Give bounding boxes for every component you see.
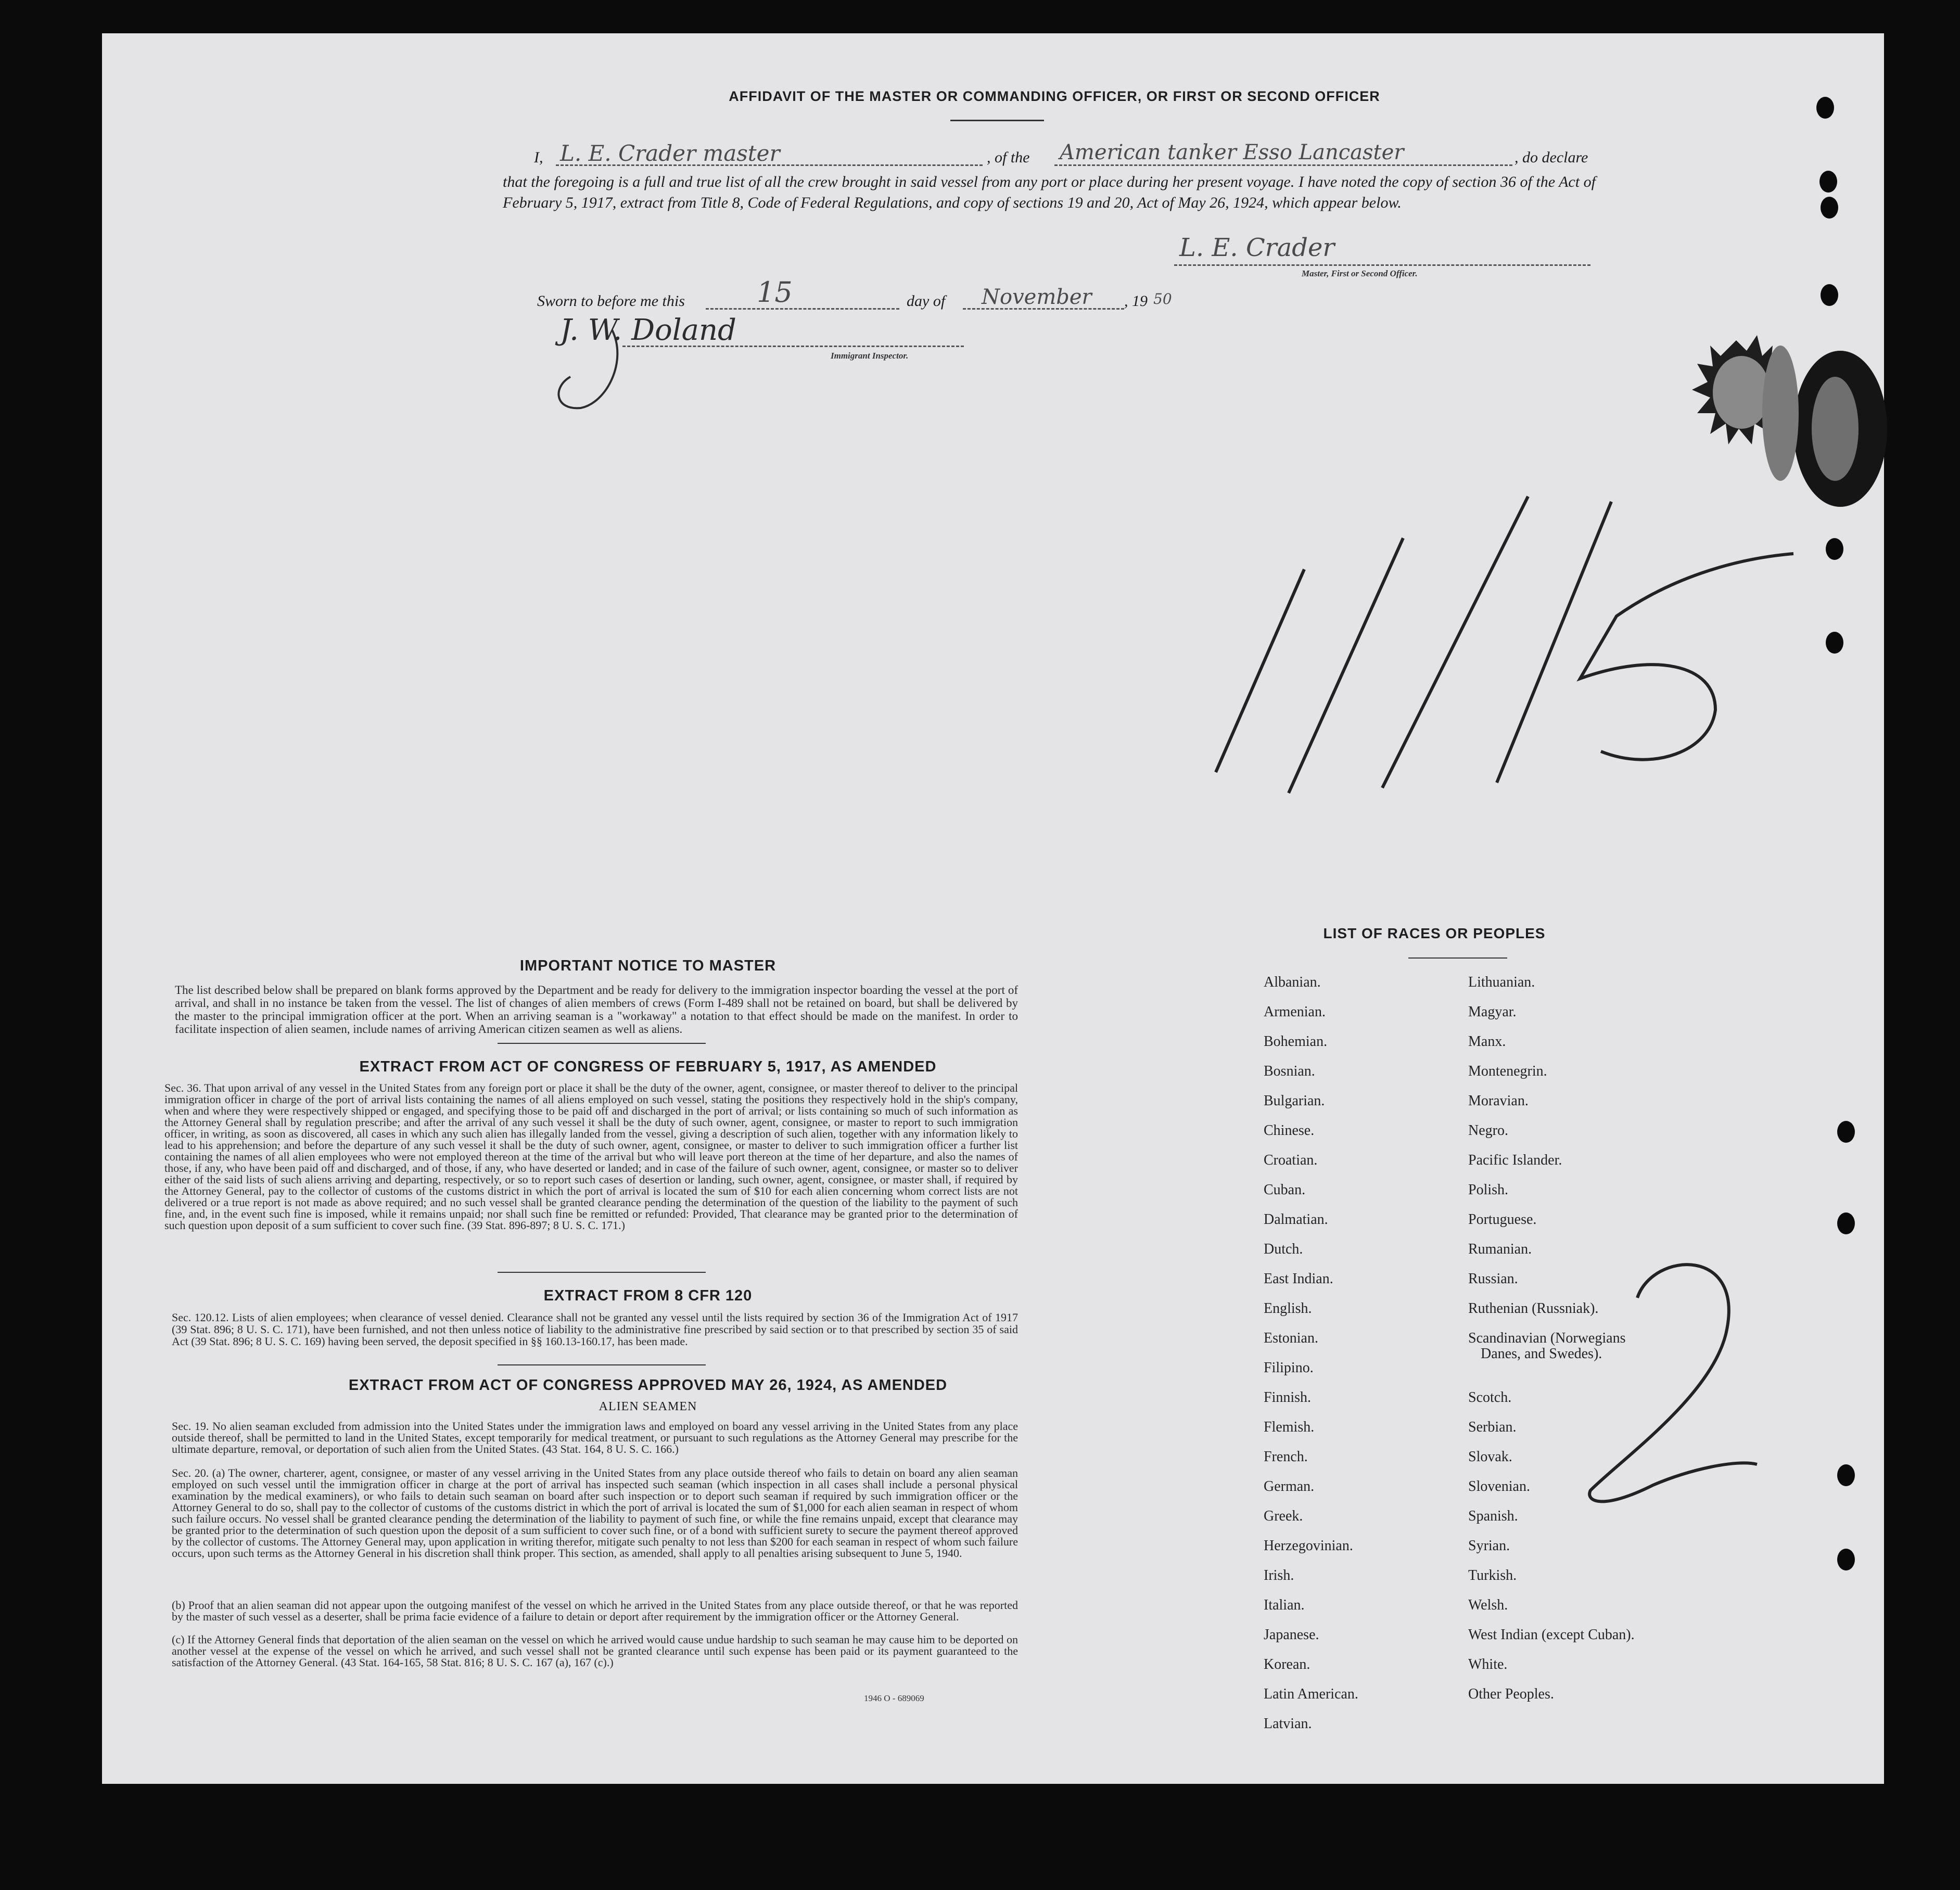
races-title: LIST OF RACES OR PEOPLES (1323, 925, 1546, 941)
extract-1924-paragraph-20a: Sec. 20. (a) The owner, charterer, agent, consignee, or master of any vessel arriving in the United States from any place outside thereof who fails to detain on board any alien seaman employed on such vessel until the immigration officer in charge at the port of arrival has inspected such seaman (which inspection in all cases shall include a personal physical examination by the medical examiners), or who fails to detain such seaman on board after such inspection or to deport such seaman if required by such immigration officer or the Attorney General to do so, shall pay to the collector of customs of the customs district in which the port of arrival is located the sum of $1,000 for each alien seaman in respect of whom such failure occurs. No vessel shall be granted clearance pending the determination of the liability to payment of such fine, or while the fine remains unpaid, except that clearance may be granted prior to the determination of such question upon the deposit of a sum sufficient to cover such fine, or of a bond with sufficient surety to secure the payment thereof approved by the collector of customs. The Attorney General may, upon application in writing therefor, mitigate such penalty to not less than $200 for each seaman in respect of whom such failure occurs, upon such terms as the Attorney General in his discretion shall think proper. This section, as amended, shall apply to all penalties arising subsequent to June 5, 1940. (172, 1466, 1018, 1560)
extract-8cfr-text: Sec. 120.12. Lists of alien employees; when clearance of vessel denied. Clearance shall not be granted any vessel until the lists required by section 36 of the Immigration Act of 1917 (39 Stat. 896; 8 U. S. C. 171), have been furnished, and not then unless notice of liability to the administrative fine prescribed by said section or to that prescribed by section 35 of said Act (39 Stat. 896; 8 U. S. C. 169) having been served, the deposit specified in §§ 160.13-160.17, has been made. (172, 1311, 1018, 1348)
sworn-day-of: day of (907, 292, 946, 310)
page-number-stroke (1570, 1241, 1767, 1511)
inspector-signature-line (622, 346, 964, 347)
extract-1924-paragraph-19: Sec. 19. No alien seaman excluded from admission into the United States under the immigration laws and employed on board any vessel arriving in the United States from any place outside thereof, shall be permitted to land in the United States, except temporarily for medical treatment, or pursuant to such regulations as the Attorney General may prescribe for the ultimate departure, removal, or deportation of such alien from the United States. (43 Stat. 164, 8 U. S. C. 166.) (172, 1420, 1018, 1455)
big-number-text (1247, 580, 1263, 588)
notice-rule (498, 1043, 706, 1044)
affidavit-body: that the foregoing is a full and true list of all the crew brought in said vessel from any port or place during her present voyage. I have noted the copy of section 36 of the Act of February 5, 1917, extract from Title 8, Code of Federal Regulations, and copy of sections 19 and 20, Act of May 26, 1924, which appear below. (503, 173, 1596, 211)
race-item: Dalmatian. (1264, 1211, 1328, 1228)
extract-1917-text: Sec. 36. That upon arrival of any vessel in the United States from any foreign port or place it shall be the duty of the owner, agent, consignee, or master thereof to deliver to the principal immigration officer in charge of the port of arrival lists containing the names of all aliens employed on such vessel, stating the positions they respectively hold in the ship's company, when and where they were respectively shipped or engaged, and specifying those to be paid off and discharged in the port of arrival; or lists containing so much of such information as the Attorney General shall by regulation prescribe; and after the arrival of any such vessel it shall be the duty of such owner, agent, consignee, or master to report to such immigration officer, in writing, as soon as discovered, all cases in which any such alien has illegally landed from the vessel, giving a description of such alien, together with any information likely to lead to his apprehension; and before the departure of any such vessel it shall be the duty of such owner, agent, consignee, or master to deliver to such immigration officer a further list containing the names of all alien employees who were not employed thereon at the time of the arrival but who will leave port thereon at the time of her departure, and also the names of those, if any, who have been paid off and discharged, and of those, if any, who have deserted or landed; and in case of the failure of such owner, agent, consignee, or master so to deliver either of the said lists of such aliens arriving and departing, respectively, or so to report such cases of desertion or landing, such owner, agent, consignee, or master shall, if required by the Attorney General, pay to the collector of customs of the customs district in which the port of arrival is located the sum of $10 for each alien concerning whom correct lists are not delivered or a true report is not made as above required; and no such vessel shall be granted clearance pending the determination of the question of the liability to the payment of such fine, and, in the event such fine is imposed, while it remains unpaid; nor shall such fine be remitted or refunded: Provided, That clearance may be granted prior to the determination of such question upon deposit of a sum sufficient to cover such fine. (39 Stat. 896-897; 8 U. S. C. 171.) (164, 1081, 1018, 1232)
notice-title: IMPORTANT NOTICE TO MASTER (519, 957, 777, 974)
punch-hole (1819, 171, 1837, 193)
extract-1924-paragraph-20b: (b) Proof that an alien seaman did not appear upon the outgoing manifest of the vessel on which he arrived in the United States from any place outside thereof, or that he was reported by the master of such vessel as a deserter, shall be prima facie evidence of a failure to detain or deport after requirement by the immigration officer or the Attorney General. (172, 1599, 1018, 1623)
declaration-i: I, (534, 149, 543, 166)
race-item: Bulgarian. (1264, 1093, 1325, 1109)
vessel-name-handwriting: American tanker Esso Lancaster (1060, 141, 1404, 164)
punch-hole (1826, 632, 1843, 654)
race-item: Korean. (1264, 1656, 1310, 1672)
race-item: Irish. (1264, 1567, 1294, 1583)
document-page (102, 33, 1884, 1784)
punch-hole (1821, 284, 1838, 306)
race-item: Albanian. (1264, 974, 1321, 990)
race-item: English. (1264, 1300, 1312, 1317)
race-item: Cuban. (1264, 1182, 1306, 1198)
punch-hole (1821, 197, 1838, 219)
race-item: Turkish. (1468, 1567, 1517, 1583)
race-item: Pacific Islander. (1468, 1152, 1562, 1168)
affidavit-title: AFFIDAVIT OF THE MASTER OR COMMANDING OFFICER, OR FIRST OR SECOND OFFICER (729, 88, 1380, 104)
race-item: Moravian. (1468, 1093, 1529, 1109)
master-signature: L. E. Crader (1179, 233, 1335, 262)
sworn-prefix: Sworn to before me this (537, 292, 685, 310)
extract-1924-title: EXTRACT FROM ACT OF CONGRESS APPROVED MAY 26, 1924, AS AMENDED (348, 1377, 948, 1394)
race-item: Welsh. (1468, 1597, 1508, 1613)
race-item: French. (1264, 1449, 1308, 1465)
sworn-year-handwriting: 50 (1153, 290, 1172, 308)
race-item: Slovenian. (1468, 1478, 1530, 1495)
inspector-signature-flourish (550, 325, 654, 413)
page-number-text (1611, 1282, 1615, 1291)
race-item: Latin American. (1264, 1686, 1358, 1702)
race-item: Italian. (1264, 1597, 1305, 1613)
race-item: Portuguese. (1468, 1211, 1537, 1228)
race-item: Montenegrin. (1468, 1063, 1547, 1079)
race-item: Filipino. (1264, 1360, 1314, 1376)
print-code: 1946 O - 689069 (864, 1693, 924, 1703)
notice-text: The list described below shall be prepared on blank forms approved by the Department and be ready for delivery to the immigration inspector boarding the vessel at the port of arrival, and shall in no instance be taken from the vessel. The list of changes of alien members of crews (Form I-489 shall not be retained on board, but shall be delivered by the master to the principal immigration officer at the port. When an arriving seaman is a "workaway" a notation to that effect should be made on the manifest. In order to facilitate inspection of alien seamen, include names of arriving American citizen seamen as well as aliens. (175, 984, 1018, 1036)
race-item: Bosnian. (1264, 1063, 1315, 1079)
race-item: Flemish. (1264, 1419, 1315, 1435)
race-item: Herzegovinian. (1264, 1538, 1353, 1554)
punch-hole (1837, 1464, 1855, 1486)
race-item: Slovak. (1468, 1449, 1512, 1465)
punch-hole (1837, 1212, 1855, 1234)
inspector-label: Immigrant Inspector. (831, 351, 909, 361)
race-item: East Indian. (1264, 1271, 1333, 1287)
officer-name-handwriting: L. E. Crader master (560, 141, 780, 166)
race-item: Chinese. (1264, 1122, 1315, 1139)
sworn-day-line (706, 308, 899, 310)
extract-1917-rule (498, 1272, 706, 1273)
vessel-name-line (1054, 164, 1512, 166)
race-item: Bohemian. (1264, 1033, 1328, 1050)
extract-1924-subtitle: ALIEN SEAMEN (599, 1400, 697, 1413)
race-item: Spanish. (1468, 1508, 1518, 1524)
extract-8cfr-title: EXTRACT FROM 8 CFR 120 (543, 1287, 753, 1304)
race-item: Other Peoples. (1468, 1686, 1554, 1702)
race-item: Croatian. (1264, 1152, 1318, 1168)
race-item: West Indian (except Cuban). (1468, 1627, 1635, 1643)
race-item: Rumanian. (1468, 1241, 1532, 1257)
declaration-of: , of the (987, 149, 1030, 166)
extract-1924-paragraph-20c: (c) If the Attorney General finds that deportation of the alien seaman on the vessel on which he arrived would cause undue hardship to such seaman he may cause him to be deported on another vessel at the expense of the vessel on which he arrived, and such vessel shall not be granted clearance until such expense has been paid or its payment guaranteed to the satisfaction of the Attorney General. (43 Stat. 164-165, 58 Stat. 816; 8 U. S. C. 167 (a), 167 (c).) (172, 1633, 1018, 1669)
master-signature-line (1174, 264, 1590, 266)
race-item: Armenian. (1264, 1004, 1326, 1020)
race-item: Finnish. (1264, 1389, 1312, 1406)
punch-hole (1837, 1121, 1855, 1143)
extract-1917-title: EXTRACT FROM ACT OF CONGRESS OF FEBRUARY 5, 1917, AS AMENDED (359, 1058, 937, 1075)
inspector-signature: J. W. Doland (560, 313, 736, 347)
race-item: Scandinavian (Norwegians (1468, 1330, 1626, 1346)
punch-hole (1816, 97, 1834, 119)
race-item: Scotch. (1468, 1389, 1512, 1406)
punch-hole (1837, 1549, 1855, 1570)
race-item: Polish. (1468, 1182, 1509, 1198)
races-rule (1408, 957, 1507, 959)
race-item: Russian. (1468, 1271, 1518, 1287)
master-signature-label: Master, First or Second Officer. (1302, 269, 1418, 278)
race-item: Manx. (1468, 1033, 1506, 1050)
big-number-strokes (1185, 481, 1809, 814)
punch-hole (1826, 538, 1843, 560)
race-item: German. (1264, 1478, 1315, 1495)
race-item: Greek. (1264, 1508, 1303, 1524)
race-item: Magyar. (1468, 1004, 1517, 1020)
title-rule (950, 120, 1044, 121)
race-item: Japanese. (1264, 1627, 1319, 1643)
race-item: Ruthenian (Russniak). (1468, 1300, 1599, 1317)
race-item: Estonian. (1264, 1330, 1318, 1346)
race-item: Syrian. (1468, 1538, 1510, 1554)
sworn-year-prefix: , 19 (1124, 292, 1148, 310)
race-item: Danes, and Swedes). (1481, 1346, 1602, 1362)
race-item: Negro. (1468, 1122, 1508, 1139)
sworn-month-handwriting: November (982, 285, 1092, 309)
race-item: Lithuanian. (1468, 974, 1535, 990)
race-item: Dutch. (1264, 1241, 1303, 1257)
race-item: White. (1468, 1656, 1508, 1672)
declaration-declare: , do declare (1514, 149, 1588, 166)
extract-8cfr-rule (498, 1364, 706, 1365)
sworn-day-handwriting: 15 (757, 276, 793, 309)
race-item: Serbian. (1468, 1419, 1517, 1435)
race-item: Latvian. (1264, 1716, 1312, 1732)
